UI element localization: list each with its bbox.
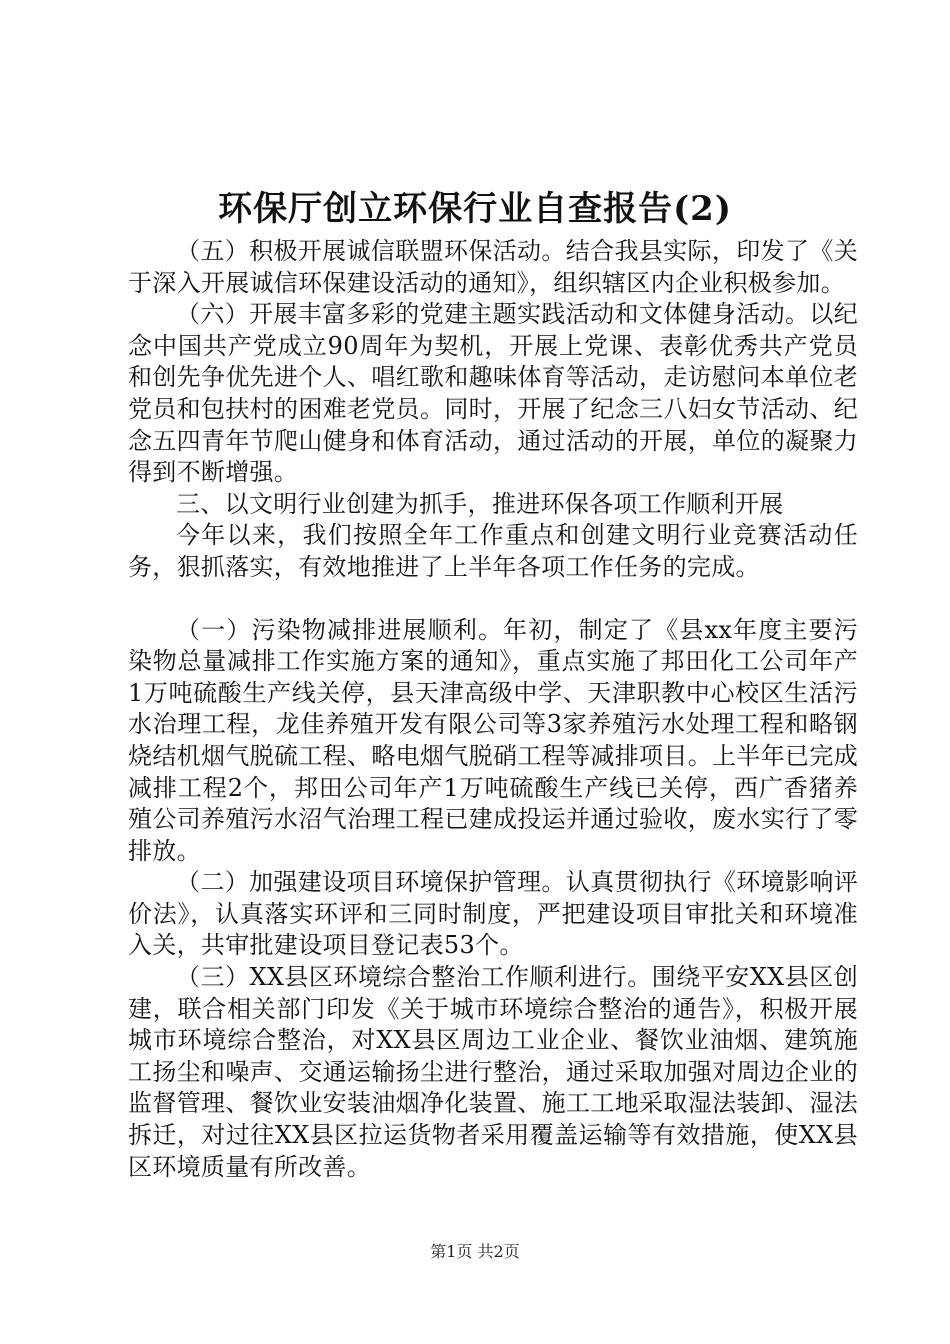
paragraph-2: （二）加强建设项目环境保护管理。认真贯彻执行《环境影响评价法》，认真落实环评和三同时制度，严把建设项目审批关和环境准入关，共审批建设项目登记表53个。 [128, 868, 858, 960]
paragraph-1: （一）污染物减排进展顺利。年初，制定了《县xx年度主要污染物总量减排工作实施方案的通知》，重点实施了邦田化工公司年产1万吨硫酸生产线关停，县天津高级中学、天津职教中心校区生活污水治理工程，龙佳养殖开发有限公司等3家养殖污水处理工程和略钢烧结机烟气脱硫工程、略电烟气脱硝工程等减排项目。上半年已完成减排工程2个，邦田公司年产1万吨硫酸生产线已关停，西广香猪养殖公司养殖污水沼气治理工程已建成投运并通过验收，废水实行了零排放。 [128, 615, 858, 865]
paragraph-5: （五）积极开展诚信联盟环保活动。结合我县实际，印发了《关于深入开展诚信环保建设活动的通知》，组织辖区内企业积极参加。 [128, 237, 858, 297]
paragraph-3: （三）XX县区环境综合整治工作顺利进行。围绕平安XX县区创建，联合相关部门印发《关于城市环境综合整治的通告》，积极开展城市环境综合整治，对XX县区周边工业企业、餐饮业油烟、建筑施工扬尘和噪声、交通运输扬尘进行整治，通过采取加强对周边企业的监督管理、餐饮业安装油烟净化装置、施工工地采取湿法装卸、湿法拆迁，对过往XX县区拉运货物者采用覆盖运输等有效措施，使XX县区环境质量有所改善。 [128, 963, 858, 1181]
page-number-footer: 第1页 共2页 [430, 1242, 520, 1261]
paragraph-intro: 今年以来，我们按照全年工作重点和创建文明行业竞赛活动任务，狠抓落实，有效地推进了上半年各项工作任务的完成。 [128, 521, 858, 581]
paragraph-6: （六）开展丰富多彩的党建主题实践活动和文体健身活动。以纪念中国共产党成立90周年为契机，开展上党课、表彰优秀共产党员和创先争优先进个人、唱红歌和趣味体育等活动，走访慰问本单位老党员和包扶村的困难老党员。同时，开展了纪念三八妇女节活动、纪念五四青年节爬山健身和体育活动，通过活动的开展，单位的凝聚力得到不断增强。 [128, 300, 858, 487]
document-body [128, 236, 858, 1183]
document-title: 环保厅创立环保行业自查报告(2) [218, 189, 732, 229]
section-heading-3: 三、以文明行业创建为抓手，推进环保各项工作顺利开展 [176, 489, 784, 518]
